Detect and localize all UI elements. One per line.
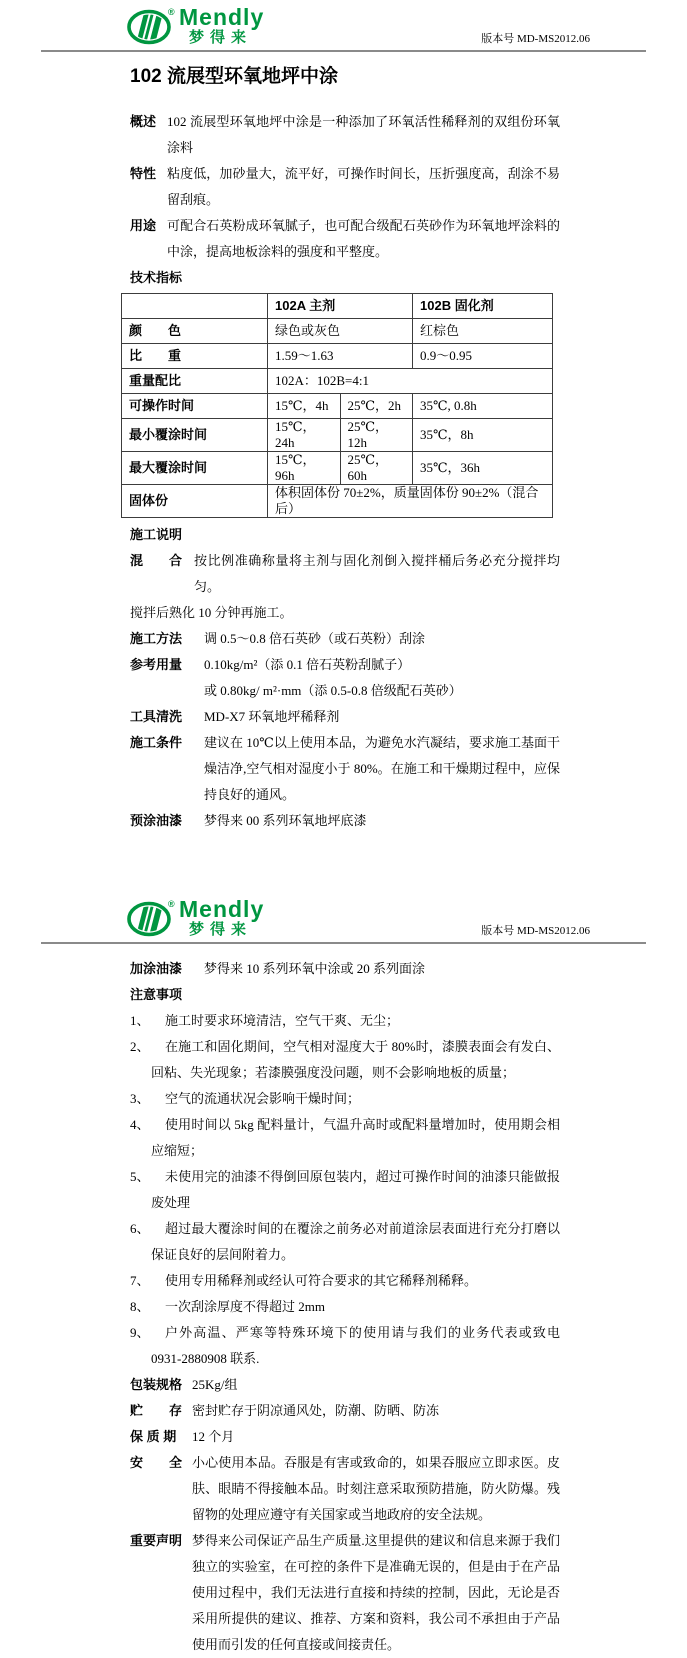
note-item-7: [130, 1268, 560, 1294]
field-label: 参考用量: [130, 657, 183, 672]
cell-label: 可操作时间: [122, 394, 268, 419]
svg-text:®: ®: [168, 899, 175, 909]
cell-value: 红棕色: [413, 319, 553, 344]
note-text: 使用时间以 5kg 配料量计，气温升高时或配料量增加时，使用期会相应缩短；: [151, 1117, 560, 1158]
cell-value: 25℃，60h: [340, 452, 413, 485]
cell-value: 25℃，12h: [340, 419, 413, 452]
note-text: 使用专用稀释剂或经认可符合要求的其它稀释剂稀释。: [165, 1273, 478, 1288]
cell-value: 绿色或灰色: [268, 319, 413, 344]
brand-logo: [127, 6, 264, 50]
tech-specs-heading: 技术指标: [130, 270, 183, 285]
cell-value: 15℃，96h: [268, 452, 341, 485]
note-number: 4、: [130, 1117, 150, 1132]
brand-logo: [127, 898, 264, 942]
field-label: 施工条件: [130, 735, 183, 750]
brand-text: [179, 6, 264, 45]
note-item-8: [130, 1294, 560, 1320]
header-divider: [41, 50, 646, 52]
cell-label: 比 重: [122, 344, 268, 369]
field-storage: [130, 1398, 560, 1424]
field-feature: [130, 161, 560, 213]
note-text: 施工时要求环境清洁，空气干爽、无尘；: [165, 1013, 400, 1028]
note-text: 户外高温、严寒等特殊环境下的使用请与我们的业务代表或致电 0931-2880908 联系.: [151, 1325, 560, 1366]
field-text: 密封贮存于阴凉通风处，防潮、防晒、防冻: [192, 1403, 440, 1418]
field-label: 概述: [130, 114, 157, 129]
table-row-pot-life: [122, 394, 553, 419]
field-precoat: [130, 808, 560, 834]
note-item-1: [130, 1008, 560, 1034]
table-row-header: [122, 294, 553, 319]
field-text: 12 个月: [192, 1429, 235, 1444]
cell-col-b: 102B 固化剂: [413, 294, 553, 319]
field-label: 特性: [130, 166, 157, 181]
field-usage: [130, 213, 560, 265]
field-text: 可配合石英粉成环氧腻子，也可配合级配石英砂作为环氧地坪涂料的中涂，提高地板涂料的强度和平整度。: [167, 218, 560, 259]
cell-value: 35℃，36h: [413, 452, 553, 485]
note-number: 3、: [130, 1091, 150, 1106]
note-text: 未使用完的油漆不得倒回原包装内，超过可操作时间的油漆只能做报废处理: [151, 1169, 560, 1210]
page-break-gap: [0, 834, 687, 892]
note-number: 7、: [130, 1273, 150, 1288]
field-recoat-paint: [130, 956, 560, 982]
tech-specs-table: [121, 293, 553, 518]
document-title: 102 流展型环氧地坪中涂: [130, 66, 338, 87]
cell-label: 重量配比: [122, 369, 268, 394]
field-text: 梦得来 00 系列环氧地坪底漆: [204, 813, 367, 828]
table-row-ratio: [122, 369, 553, 394]
brand-name: Mendly: [179, 896, 265, 922]
field-text: MD-X7 环氧地坪稀释剂: [204, 709, 340, 724]
construction-heading: 施工说明: [130, 527, 183, 542]
field-text: 梦得来公司保证产品生产质量.这里提供的建议和信息来源于我们独立的实验室，在可控的条件下是准确无误的，但是由于在产品使用过程中，我们无法进行直接和持续的控制，因此，无论是否采用所提供的建议、推荐、方案和资料，我公司不承担由于产品使用而引发的任何直接或间接责任。: [192, 1533, 560, 1652]
field-text: [204, 652, 560, 704]
brand-text: [179, 898, 264, 937]
field-conditions: [130, 730, 560, 808]
dosage-line-1: 0.10kg/m²（添 0.1 倍石英粉刮腻子）: [204, 657, 411, 672]
note-number: 5、: [130, 1169, 150, 1184]
note-text: 一次刮涂厚度不得超过 2mm: [165, 1299, 325, 1314]
field-label: 工具清洗: [130, 709, 183, 724]
note-item-4: [130, 1112, 560, 1164]
field-label: 加涂油漆: [130, 961, 183, 976]
field-packaging: [130, 1372, 560, 1398]
note-item-6: [130, 1216, 560, 1268]
cell-label: 最大覆涂时间: [122, 452, 268, 485]
field-text: 25Kg/组: [192, 1377, 238, 1392]
field-safety: [130, 1450, 560, 1528]
field-overview: [130, 109, 560, 161]
note-number: 1、: [130, 1013, 150, 1028]
note-item-9: [130, 1320, 560, 1372]
cell-value: 体积固体份 70±2%，质量固体份 90±2%（混合后）: [268, 485, 553, 518]
cell-value: 15℃，24h: [268, 419, 341, 452]
note-number: 6、: [130, 1221, 150, 1236]
svg-text:®: ®: [168, 7, 175, 17]
field-dosage: [130, 652, 560, 704]
cell-value: 0.9～0.95: [413, 344, 553, 369]
table-row-solids: [122, 485, 553, 518]
notes-list: [130, 1008, 560, 1372]
cell-label: 固体份: [122, 485, 268, 518]
field-text: 建议在 10℃以上使用本品，为避免水汽凝结，要求施工基面干燥洁净,空气相对湿度小于 80%。在施工和干燥期过程中，应保持良好的通风。: [204, 735, 560, 802]
note-number: 8、: [130, 1299, 150, 1314]
field-text: 按比例准确称量将主剂与固化剂倒入搅拌桶后务必充分搅拌均匀。: [194, 553, 560, 594]
mendly-logo-icon: [127, 6, 175, 50]
note-item-5: [130, 1164, 560, 1216]
note-item-2: [130, 1034, 560, 1086]
note-text: 空气的流通状况会影响干燥时间；: [165, 1091, 361, 1106]
cell-value: 1.59～1.63: [268, 344, 413, 369]
cell-col-a: 102A 主剂: [268, 294, 413, 319]
brand-name-cn: 梦得来: [189, 921, 253, 938]
version-label: 版本号 MD-MS2012.06: [481, 925, 590, 937]
cell-value: 25℃，2h: [340, 394, 413, 419]
note-number: 2、: [130, 1039, 150, 1054]
cell-empty: [122, 294, 268, 319]
table-row-min-recoat: [122, 419, 553, 452]
cell-value: 35℃, 0.8h: [413, 394, 553, 419]
field-label: 包装规格: [130, 1377, 183, 1392]
field-label: 混 合: [130, 553, 183, 568]
field-text: 粘度低，加砂量大，流平好，可操作时间长，压折强度高，刮涂不易留刮痕。: [167, 166, 560, 207]
note-text: 超过最大覆涂时间的在覆涂之前务必对前道涂层表面进行充分打磨以保证良好的层间附着力。: [151, 1221, 560, 1262]
field-method: [130, 626, 560, 652]
cell-label: 最小覆涂时间: [122, 419, 268, 452]
note-text: 在施工和固化期间，空气相对湿度大于 80%时，漆膜表面会有发白、回粘、失光现象；若漆膜强度没问题，则不会影响地板的质量；: [151, 1039, 560, 1080]
table-row-max-recoat: [122, 452, 553, 485]
field-tool-cleaning: [130, 704, 560, 730]
notes-heading: 注意事项: [130, 987, 183, 1002]
field-statement: [130, 1528, 560, 1658]
field-label: 用途: [130, 218, 157, 233]
field-label: 施工方法: [130, 631, 183, 646]
cell-value: 35℃，8h: [413, 419, 553, 452]
cell-value: 15℃，4h: [268, 394, 341, 419]
field-shelf-life: [130, 1424, 560, 1450]
brand-name: Mendly: [179, 4, 265, 30]
brand-name-cn: 梦得来: [189, 29, 253, 46]
cell-label: 颜 色: [122, 319, 268, 344]
version-label: 版本号 MD-MS2012.06: [481, 33, 590, 45]
note-item-3: [130, 1086, 560, 1112]
note-number: 9、: [130, 1325, 150, 1340]
field-label: 保 质 期: [130, 1429, 177, 1444]
dosage-line-2: 或 0.80kg/ m²·mm（添 0.5-0.8 倍级配石英砂）: [204, 683, 462, 698]
table-row-color: [122, 319, 553, 344]
mendly-logo-icon: [127, 898, 175, 942]
page-header: [0, 892, 687, 942]
field-text: 102 流展型环氧地坪中涂是一种添加了环氧活性稀释剂的双组份环氧涂料: [167, 114, 560, 155]
field-label: 安 全: [130, 1455, 183, 1470]
mixing-continued-text: 搅拌后熟化 10 分钟再施工。: [130, 605, 293, 620]
field-text: 调 0.5～0.8 倍石英砂（或石英粉）刮涂: [204, 631, 426, 646]
field-label: 贮 存: [130, 1403, 183, 1418]
field-label: 预涂油漆: [130, 813, 183, 828]
field-text: 小心使用本品。吞服是有害或致命的，如果吞服应立即求医。皮肤、眼睛不得接触本品。时刻注意采取预防措施，防火防爆。残留物的处理应遵守有关国家或当地政府的安全法规。: [192, 1455, 560, 1522]
page-2: [0, 892, 687, 1658]
table-row-gravity: [122, 344, 553, 369]
field-mixing: [130, 548, 560, 600]
field-label: 重要声明: [130, 1533, 183, 1548]
cell-value: 102A：102B=4:1: [268, 369, 553, 394]
page-header: [0, 0, 687, 50]
field-text: 梦得来 10 系列环氧中涂或 20 系列面涂: [204, 961, 426, 976]
